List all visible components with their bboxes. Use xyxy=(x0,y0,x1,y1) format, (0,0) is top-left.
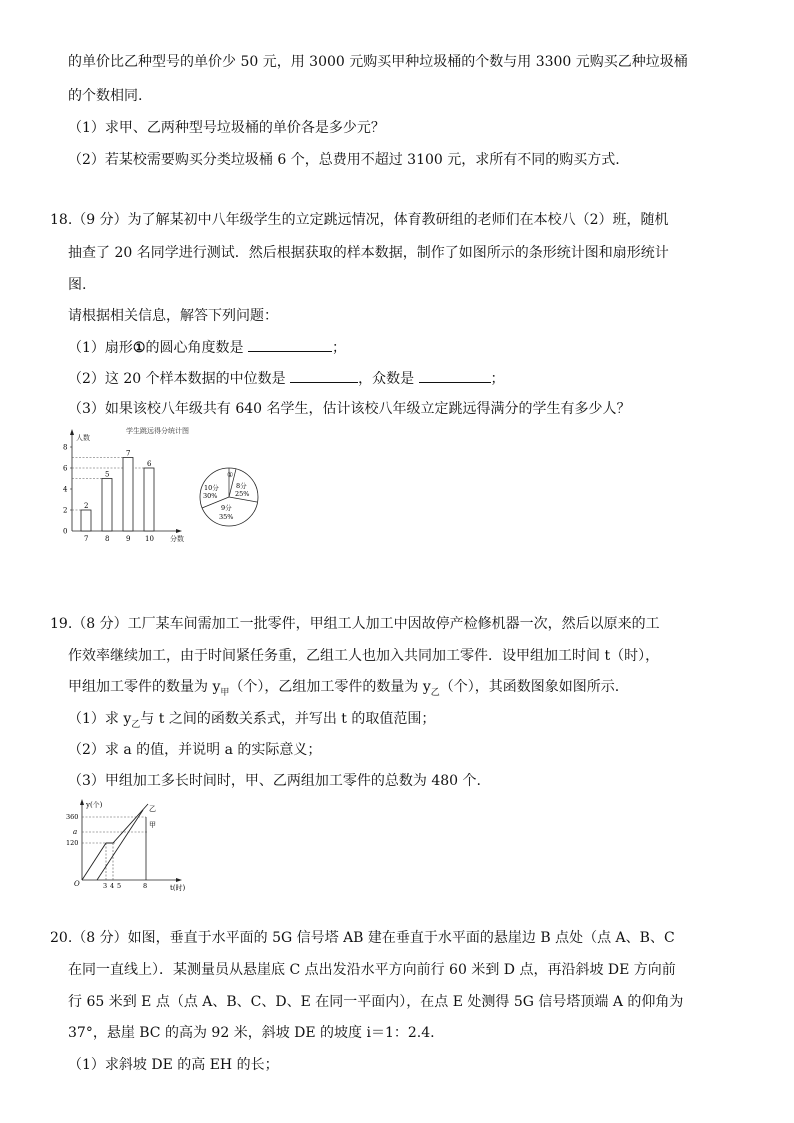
graph-x-arrow xyxy=(176,878,182,882)
q17-part-1: （1）求甲、乙两种型号垃圾桶的单价各是多少元？ xyxy=(68,120,385,136)
q20-text-line-4: 37°，悬崖 BC 的高为 92 米，斜坡 DE 的坡度 i＝1：2.4. xyxy=(68,1025,435,1041)
q18-text-line-3: 图. xyxy=(68,277,87,293)
bar-chart-title: 学生跳远得分统计图 xyxy=(126,427,189,435)
pie-slice-value-2: 25% xyxy=(235,490,250,498)
y-tick-label: 2 xyxy=(63,506,68,515)
q19-part1-b: 与 t 之间的函数关系式，并写出 t 的取值范围； xyxy=(140,711,436,727)
q19-part1-a: （1）求 y xyxy=(68,711,132,727)
q18-text-line-2: 抽查了 20 名同学进行测试．然后根据获取的样本数据，制作了如图所示的条形统计图和扇形统计 xyxy=(68,245,669,261)
graph-y-label: y(个) xyxy=(86,801,103,809)
x-tick-label-9: 9 xyxy=(126,535,131,543)
x-axis-arrow xyxy=(176,529,182,533)
label-yi: 乙 xyxy=(149,805,156,813)
q18-part-2-pre: （2）这 20 个样本数据的中位数是 xyxy=(68,371,286,387)
x-tick-label-10: 10 xyxy=(145,535,154,543)
x-axis-label: 分数 xyxy=(170,535,184,543)
pie-slice-label-2: 8分 xyxy=(236,482,247,490)
line-yi xyxy=(97,810,143,880)
bar-value-label-10: 6 xyxy=(147,460,152,468)
q18-part-2-end: ； xyxy=(490,371,505,387)
answer-blank-2[interactable] xyxy=(290,368,358,383)
q20-text-line-1: 20.（8 分）如图，垂直于水平面的 5G 信号塔 AB 建在垂直于水平面的悬崖边 B 点处（点 A、B、C xyxy=(50,930,675,946)
graph-y-arrow xyxy=(80,799,84,805)
q20-text-line-3: 行 65 米到 E 点（点 A、B、C、D、E 在同一平面内），在点 E 处测得 5G 信号塔顶端 A 的仰角为 xyxy=(68,994,684,1010)
answer-blank-3[interactable] xyxy=(419,368,491,383)
x-tick-8: 8 xyxy=(143,882,148,890)
q18-part-1 xyxy=(68,337,346,358)
y-tick-label: 0 xyxy=(63,527,68,536)
pie-slice-value-4: 30% xyxy=(203,492,218,500)
pie-chart xyxy=(196,466,262,528)
q18-part-2 xyxy=(68,368,505,389)
q19-line3-part-a: 甲组加工零件的数量为 y xyxy=(68,679,221,695)
q20-text-line-2: 在同一直线上）．某测量员从悬崖底 C 点出发沿水平方向前行 60 米到 D 点，再沿斜坡 DE 方向前 xyxy=(68,962,676,978)
y-tick-label: 6 xyxy=(63,464,68,473)
y-tick-a: a xyxy=(73,828,78,836)
graph-origin: O xyxy=(74,880,80,888)
y-axis-arrow xyxy=(70,429,74,435)
graph-x-label: t(时) xyxy=(170,884,186,892)
q18-part-1-post: 的圆心角度数是 xyxy=(145,340,244,356)
q18-text-line-1: 18.（9 分）为了解某初中八年级学生的立定跳远情况，体育教研组的老师们在本校八（2）班，随机 xyxy=(50,212,669,228)
bar-value-label-9: 7 xyxy=(126,449,131,458)
answer-blank-1[interactable] xyxy=(248,337,332,352)
y-tick-360: 360 xyxy=(66,813,79,821)
bar-7 xyxy=(81,510,91,531)
bar-value-label-7: 2 xyxy=(84,502,89,510)
q19-part-2: （2）求 a 的值，并说明 a 的实际意义； xyxy=(68,742,322,758)
bar-8 xyxy=(102,479,112,532)
x-tick-3: 3 xyxy=(103,882,108,890)
y-tick-120: 120 xyxy=(66,839,79,847)
x-tick-4: 4 xyxy=(110,882,115,890)
q19-text-line-1: 19.（8 分）工厂某车间需加工一批零件，甲组工人加工中因故停产检修机器一次，然后以原来的工 xyxy=(50,616,660,632)
line-jia xyxy=(82,804,148,880)
y-axis-label: 人数 xyxy=(76,434,90,442)
label-jia: 甲 xyxy=(149,821,156,829)
bar-10 xyxy=(144,468,154,531)
q17-text-line-1: 的单价比乙种型号的单价少 50 元，用 3000 元购买甲种垃圾桶的个数与用 3300 元购买乙种垃圾桶 xyxy=(68,54,688,70)
q18-circled-one: ① xyxy=(132,340,146,356)
pie-slice-value-3: 35% xyxy=(219,513,234,521)
q20-part-1: （1）求斜坡 DE 的高 EH 的长； xyxy=(68,1057,279,1073)
y-tick-label: 8 xyxy=(63,443,68,452)
x-tick-5: 5 xyxy=(117,882,122,890)
q18-part-3: （3）如果该校八年级共有 640 名学生，估计该校八年级立定跳远得满分的学生有多少人？ xyxy=(68,401,631,417)
x-tick-label-7: 7 xyxy=(84,535,89,543)
pie-slice-label-3: 9分 xyxy=(221,504,232,512)
pie-slice-label-1: ① xyxy=(227,471,234,479)
subscript-jia: 甲 xyxy=(220,687,230,698)
bar-chart xyxy=(60,425,195,547)
function-graph xyxy=(60,798,195,893)
q17-part-2: （2）若某校需要购买分类垃圾桶 6 个，总费用不超过 3100 元，求所有不同的购买方式. xyxy=(68,152,620,168)
q18-part-2-mid: ，众数是 xyxy=(358,371,415,387)
subscript-yi: 乙 xyxy=(430,687,440,698)
q19-text-line-2: 作效率继续加工，由于时间紧任务重，乙组工人也加入共同加工零件．设甲组加工时间 t（时）， xyxy=(68,648,660,664)
q18-part-1-pre: （1）扇形 xyxy=(68,340,133,356)
bar-value-label-8: 5 xyxy=(105,470,110,479)
bar-9 xyxy=(123,458,133,532)
q19-part-3: （3）甲组加工多长时间时，甲、乙两组加工零件的总数为 480 个. xyxy=(68,773,481,789)
pie-slice-label-4: 10分 xyxy=(204,484,219,492)
q18-text-line-4: 请根据相关信息，解答下列问题： xyxy=(68,308,278,324)
q19-line3-part-b: （个），乙组加工零件的数量为 y xyxy=(229,679,431,695)
x-tick-label-8: 8 xyxy=(105,535,110,543)
q19-text-line-3 xyxy=(68,677,619,703)
y-tick-label: 4 xyxy=(63,485,68,494)
q19-part-1 xyxy=(68,709,435,735)
q19-line3-part-c: （个），其函数图象如图所示. xyxy=(439,679,620,695)
q17-text-line-2: 的个数相同. xyxy=(68,88,143,104)
q19-part1-subscript: 乙 xyxy=(131,719,141,730)
q18-part-1-end: ； xyxy=(331,340,346,356)
